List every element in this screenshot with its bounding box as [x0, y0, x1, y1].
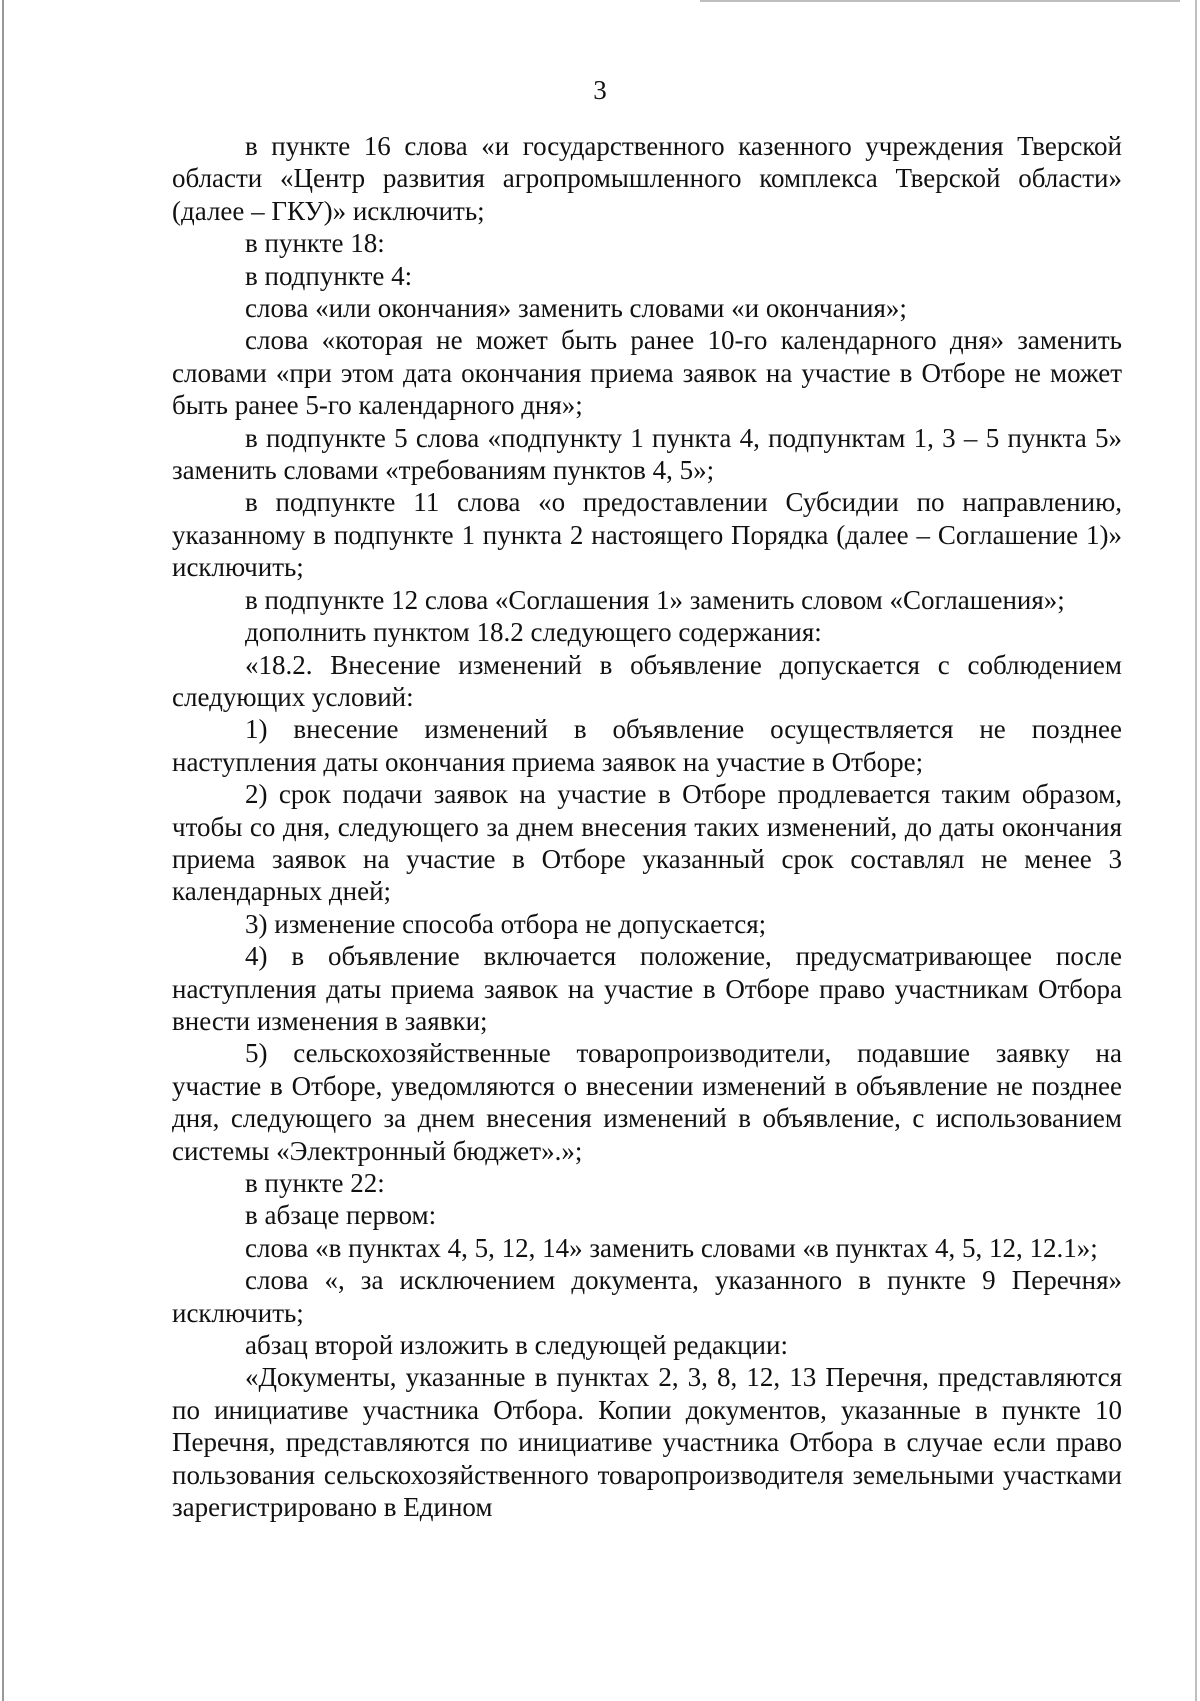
- scan-edge-left: [2, 0, 4, 1701]
- paragraph: в подпункте 5 слова «подпункту 1 пункта 4, подпунктам 1, 3 – 5 пункта 5» заменить словами «требованиям пунктов 4, 5»;: [172, 422, 1122, 486]
- paragraph: слова «, за исключением документа, указанного в пункте 9 Перечня» исключить;: [172, 1265, 1122, 1328]
- paragraph: в пункте 18:: [245, 228, 385, 259]
- paragraph: дополнить пунктом 18.2 следующего содержания:: [245, 617, 822, 648]
- page-number: 3: [593, 75, 607, 105]
- scan-edge-right: [1195, 0, 1197, 1701]
- document-body: [172, 130, 1122, 1523]
- paragraph: абзац второй изложить в следующей редакции:: [245, 1330, 788, 1361]
- paragraph: 3) изменение способа отбора не допускается;: [245, 908, 767, 939]
- paragraph: в подпункте 12 слова «Соглашения 1» заменить словом «Соглашения»;: [245, 584, 1065, 615]
- paragraph: 1) внесение изменений в объявление осуществляется не позднее наступления даты окончания приема заявок на участие в Отборе;: [172, 714, 1122, 777]
- paragraph: 2) срок подачи заявок на участие в Отборе продлевается таким образом, чтобы со дня, следующего за днем внесения таких изменений, до даты окончания приема заявок на участие в Отборе указанный срок составлял не менее 3 календарных дней;: [172, 779, 1122, 907]
- paragraph: в пункте 22:: [245, 1168, 385, 1198]
- paragraph: в пункте 16 слова «и государственного казенного учреждения Тверской области «Центр развития агропромышленного комплекса Тверской области» (далее – ГКУ)» исключить;: [172, 131, 1122, 226]
- paragraph: «Документы, указанные в пунктах 2, 3, 8, 12, 13 Перечня, представляются по инициативе участника Отбора. Копии документов, указанные в пункте 10 Перечня, представляются по инициативе участника Отбора в случае если право пользования сельскохозяйственного товаропроизводителя земельными участками зарегистрировано в Едином: [172, 1362, 1122, 1523]
- paragraph: слова «или окончания» заменить словами «и окончания»;: [245, 293, 907, 324]
- scan-edge-top: [700, 0, 1180, 2]
- paragraph: в подпункте 11 слова «о предоставлении Субсидии по направлению, указанному в подпункте 1 пункта 2 настоящего Порядка (далее – Соглашение 1)» исключить;: [172, 487, 1122, 583]
- paragraph: в абзаце первом:: [245, 1200, 437, 1231]
- paragraph: 4) в объявление включается положение, предусматривающее после наступления даты приема заявок на участие в Отборе право участникам Отбора внести изменения в заявки;: [172, 941, 1122, 1036]
- paragraph: слова «в пунктах 4, 5, 12, 14» заменить словами «в пунктах 4, 5, 12, 12.1»;: [245, 1232, 1098, 1263]
- paragraph: «18.2. Внесение изменений в объявление допускается с соблюдением следующих условий:: [172, 649, 1122, 712]
- paragraph: 5) сельскохозяйственные товаропроизводители, подавшие заявку на участие в Отборе, уведомляются о внесении изменений в объявление не позднее дня, следующего за днем внесения изменений в объявление, с использованием системы «Электронный бюджет».»;: [172, 1038, 1122, 1166]
- paragraph: в подпункте 4:: [245, 260, 413, 291]
- paragraph: слова «которая не может быть ранее 10-го календарного дня» заменить словами «при этом дата окончания приема заявок на участие в Отборе не может быть ранее 5-го календарного дня»;: [172, 325, 1122, 421]
